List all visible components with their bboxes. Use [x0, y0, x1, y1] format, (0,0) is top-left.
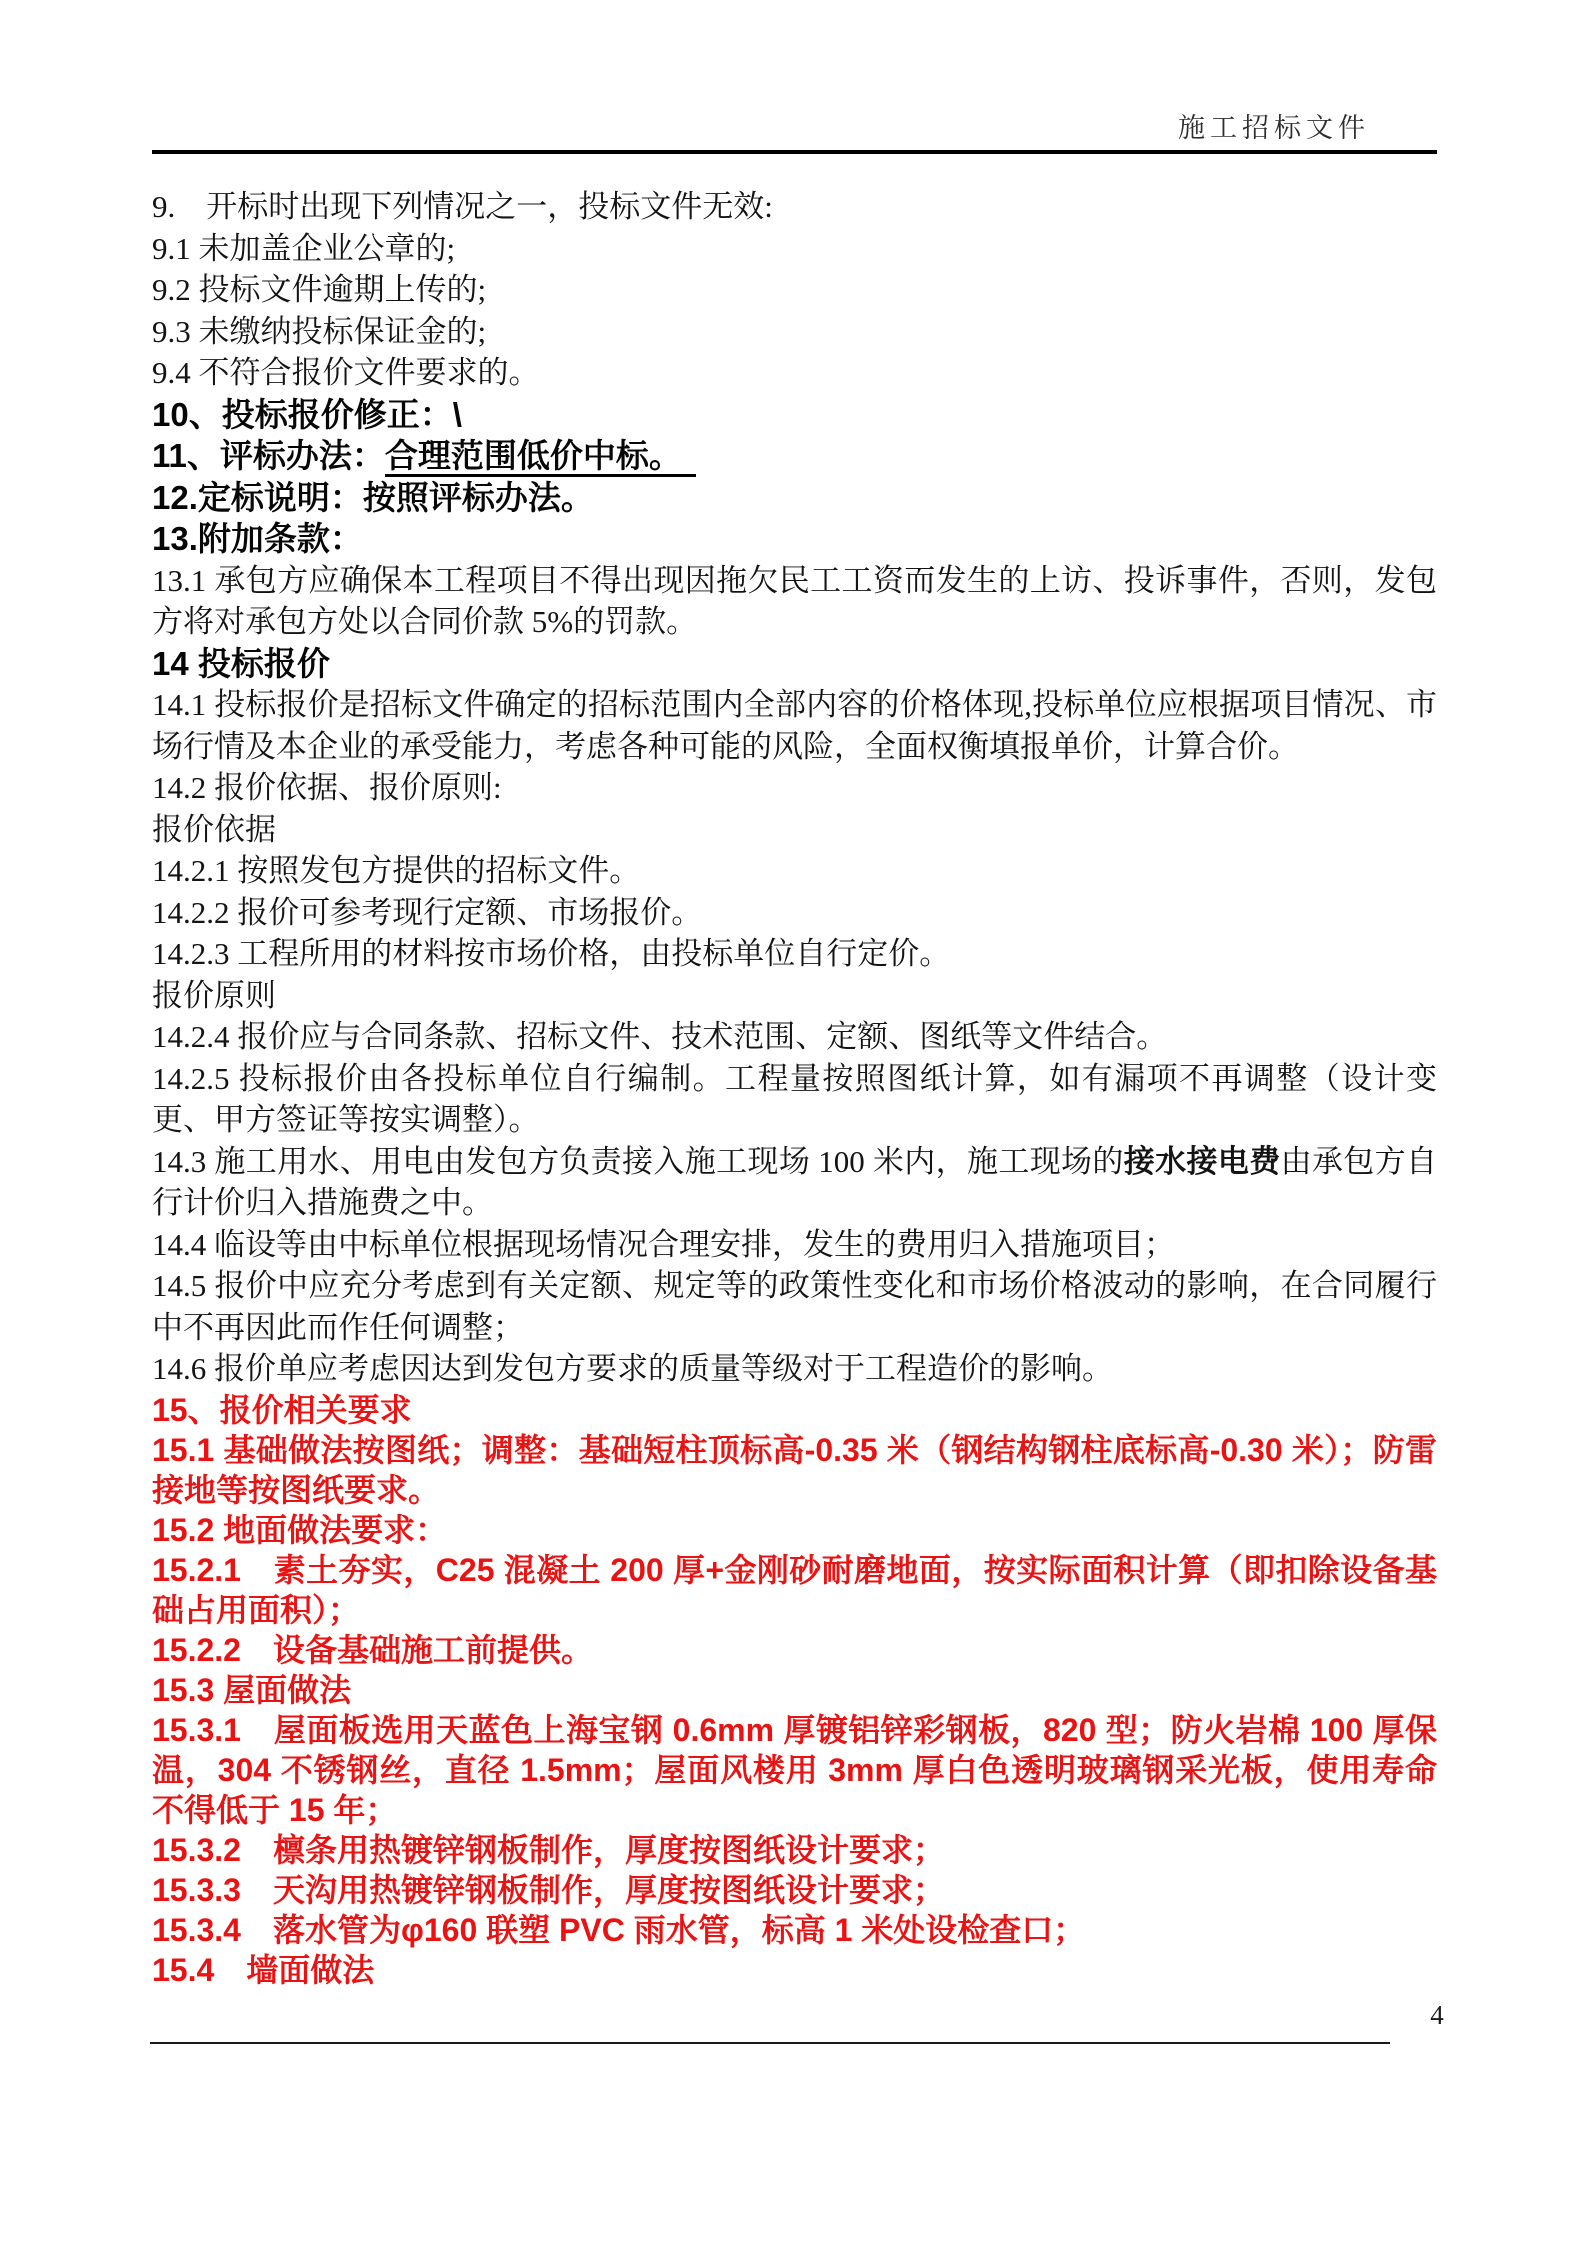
paragraph — [152, 892, 1437, 934]
paragraph — [152, 269, 1437, 311]
text-segment: 15.2.2 设备基础施工前提供。 — [152, 1631, 593, 1668]
text-segment: 15.1 基础做法按图纸；调整：基础短柱顶标高-0.35 米（钢结构钢柱底标高-0.30 米）；防雷接地等按图纸要求。 — [152, 1431, 1437, 1508]
text-segment: 14.4 临设等由中标单位根据现场情况合理安排，发生的费用归入措施项目； — [152, 1226, 1175, 1262]
page-number: 4 — [1430, 2000, 1444, 2030]
text-segment: 15.3.2 檩条用热镀锌钢板制作，厚度按图纸设计要求； — [152, 1831, 945, 1868]
paragraph — [152, 643, 1437, 685]
paragraph — [152, 809, 1437, 851]
paragraph — [152, 1016, 1437, 1058]
text-segment: 14.5 报价中应充分考虑到有关定额、规定等的政策性变化和市场价格波动的影响，在合同履行中不再因此而作任何调整； — [152, 1268, 1437, 1345]
paragraph — [152, 1390, 1437, 1430]
header-rule — [152, 150, 1437, 154]
text-segment: 12.定标说明：按照评标办法。 — [152, 478, 594, 516]
text-segment: 由承包方自行计价归入措施费之中。 — [152, 1143, 1438, 1220]
text-segment: 9. 开标时出现下列情况之一，投标文件无效: — [152, 189, 773, 224]
text-segment: 14.2 报价依据、报价原则: — [152, 770, 502, 805]
paragraph — [152, 1950, 1437, 1990]
paragraph — [152, 435, 1437, 477]
text-segment: 13.附加条款： — [152, 520, 363, 557]
paragraph — [152, 767, 1437, 809]
paragraph — [152, 1710, 1437, 1830]
paragraph — [152, 1430, 1437, 1510]
text-segment: 15.2 地面做法要求： — [152, 1511, 448, 1548]
paragraph — [152, 1550, 1437, 1630]
text-segment: 14.2.5 投标报价由各投标单位自行编制。工程量按照图纸计算，如有漏项不再调整（设计变更、甲方签证等按实调整）。 — [152, 1060, 1437, 1137]
paragraph — [152, 1058, 1437, 1141]
text-segment: 14.1 投标报价是招标文件确定的招标范围内全部内容的价格体现,投标单位应根据项目情况、市场行情及本企业的承受能力，考虑各种可能的风险，全面权衡填报单价，计算合价。 — [152, 687, 1437, 764]
text-segment: 15.4 墙面做法 — [152, 1951, 375, 1988]
text-segment: 14.2.2 报价可参考现行定额、市场报价。 — [152, 894, 703, 930]
text-segment: 报价原则 — [152, 977, 276, 1013]
text-segment: 14.2.1 按照发包方提供的招标文件。 — [152, 853, 641, 888]
text-segment: 14.2.3 工程所用的材料按市场价格，由投标单位自行定价。 — [152, 936, 951, 971]
document-body — [152, 186, 1437, 1990]
paragraph — [152, 1910, 1437, 1950]
text-segment: 15.3.4 落水管为φ160 联塑 PVC 雨水管，标高 1 米处设检查口； — [152, 1911, 1086, 1948]
text-segment: 15.3.3 天沟用热镀锌钢板制作，厚度按图纸设计要求； — [152, 1871, 945, 1908]
text-segment: 报价依据 — [152, 811, 276, 847]
paragraph — [152, 228, 1437, 270]
text-segment: 11、评标办法： — [152, 437, 385, 474]
text-segment: 9.3 未缴纳投标保证金的; — [152, 313, 487, 349]
text-segment: 13.1 承包方应确保本工程项目不得出现因拖欠民工工资而发生的上访、投诉事件，否则，发包方将对承包方处以合同价款 5%的罚款。 — [152, 562, 1437, 639]
paragraph — [152, 1265, 1437, 1348]
text-segment: 14.6 报价单应考虑因达到发包方要求的质量等级对于工程造价的影响。 — [152, 1351, 1113, 1386]
paragraph — [152, 1141, 1437, 1224]
paragraph — [152, 518, 1437, 560]
text-segment: 15.2.1 素土夯实，C25 混凝土 200 厚+金刚砂耐磨地面，按实际面积计算（即扣除设备基础占用面积）； — [152, 1551, 1437, 1628]
paragraph — [152, 1670, 1437, 1710]
text-segment: 15、报价相关要求 — [152, 1391, 412, 1428]
paragraph — [152, 560, 1437, 643]
footer-rule — [150, 2042, 1390, 2044]
page-header-title: 施工招标文件 — [1178, 113, 1370, 143]
text-segment: 14.3 施工用水、用电由发包方负责接入施工现场 100 米内，施工现场的 — [152, 1143, 1124, 1179]
bold-text-segment: 接水接电费 — [1123, 1143, 1281, 1179]
paragraph — [152, 477, 1437, 519]
paragraph — [152, 394, 1437, 436]
paragraph — [152, 1348, 1437, 1390]
paragraph — [152, 1870, 1437, 1910]
text-segment: 10、投标报价修正：\ — [152, 395, 462, 433]
paragraph — [152, 975, 1437, 1017]
text-segment: 15.3.1 屋面板选用天蓝色上海宝钢 0.6mm 厚镀铝锌彩钢板，820 型；防火岩棉 100 厚保温，304 不锈钢丝，直径 1.5mm；屋面风楼用 3mm 厚白色透明玻璃钢采光板，使用寿命不得低于 15 年； — [152, 1711, 1437, 1828]
paragraph — [152, 186, 1437, 228]
paragraph — [152, 933, 1437, 975]
text-segment: 14.2.4 报价应与合同条款、招标文件、技术范围、定额、图纸等文件结合。 — [152, 1019, 1168, 1054]
text-segment: 9.1 未加盖企业公章的; — [152, 230, 456, 266]
text-segment: 9.2 投标文件逾期上传的; — [152, 272, 487, 307]
paragraph — [152, 1224, 1437, 1266]
paragraph — [152, 684, 1437, 767]
text-segment: 9.4 不符合报价文件要求的。 — [152, 355, 540, 390]
paragraph — [152, 1630, 1437, 1670]
paragraph — [152, 352, 1437, 394]
underlined-text-segment: 合理范围低价中标。 — [385, 437, 696, 477]
paragraph — [152, 850, 1437, 892]
paragraph — [152, 1830, 1437, 1870]
paragraph — [152, 1510, 1437, 1550]
text-segment: 15.3 屋面做法 — [152, 1671, 352, 1708]
paragraph — [152, 311, 1437, 353]
text-segment: 14 投标报价 — [152, 644, 330, 682]
